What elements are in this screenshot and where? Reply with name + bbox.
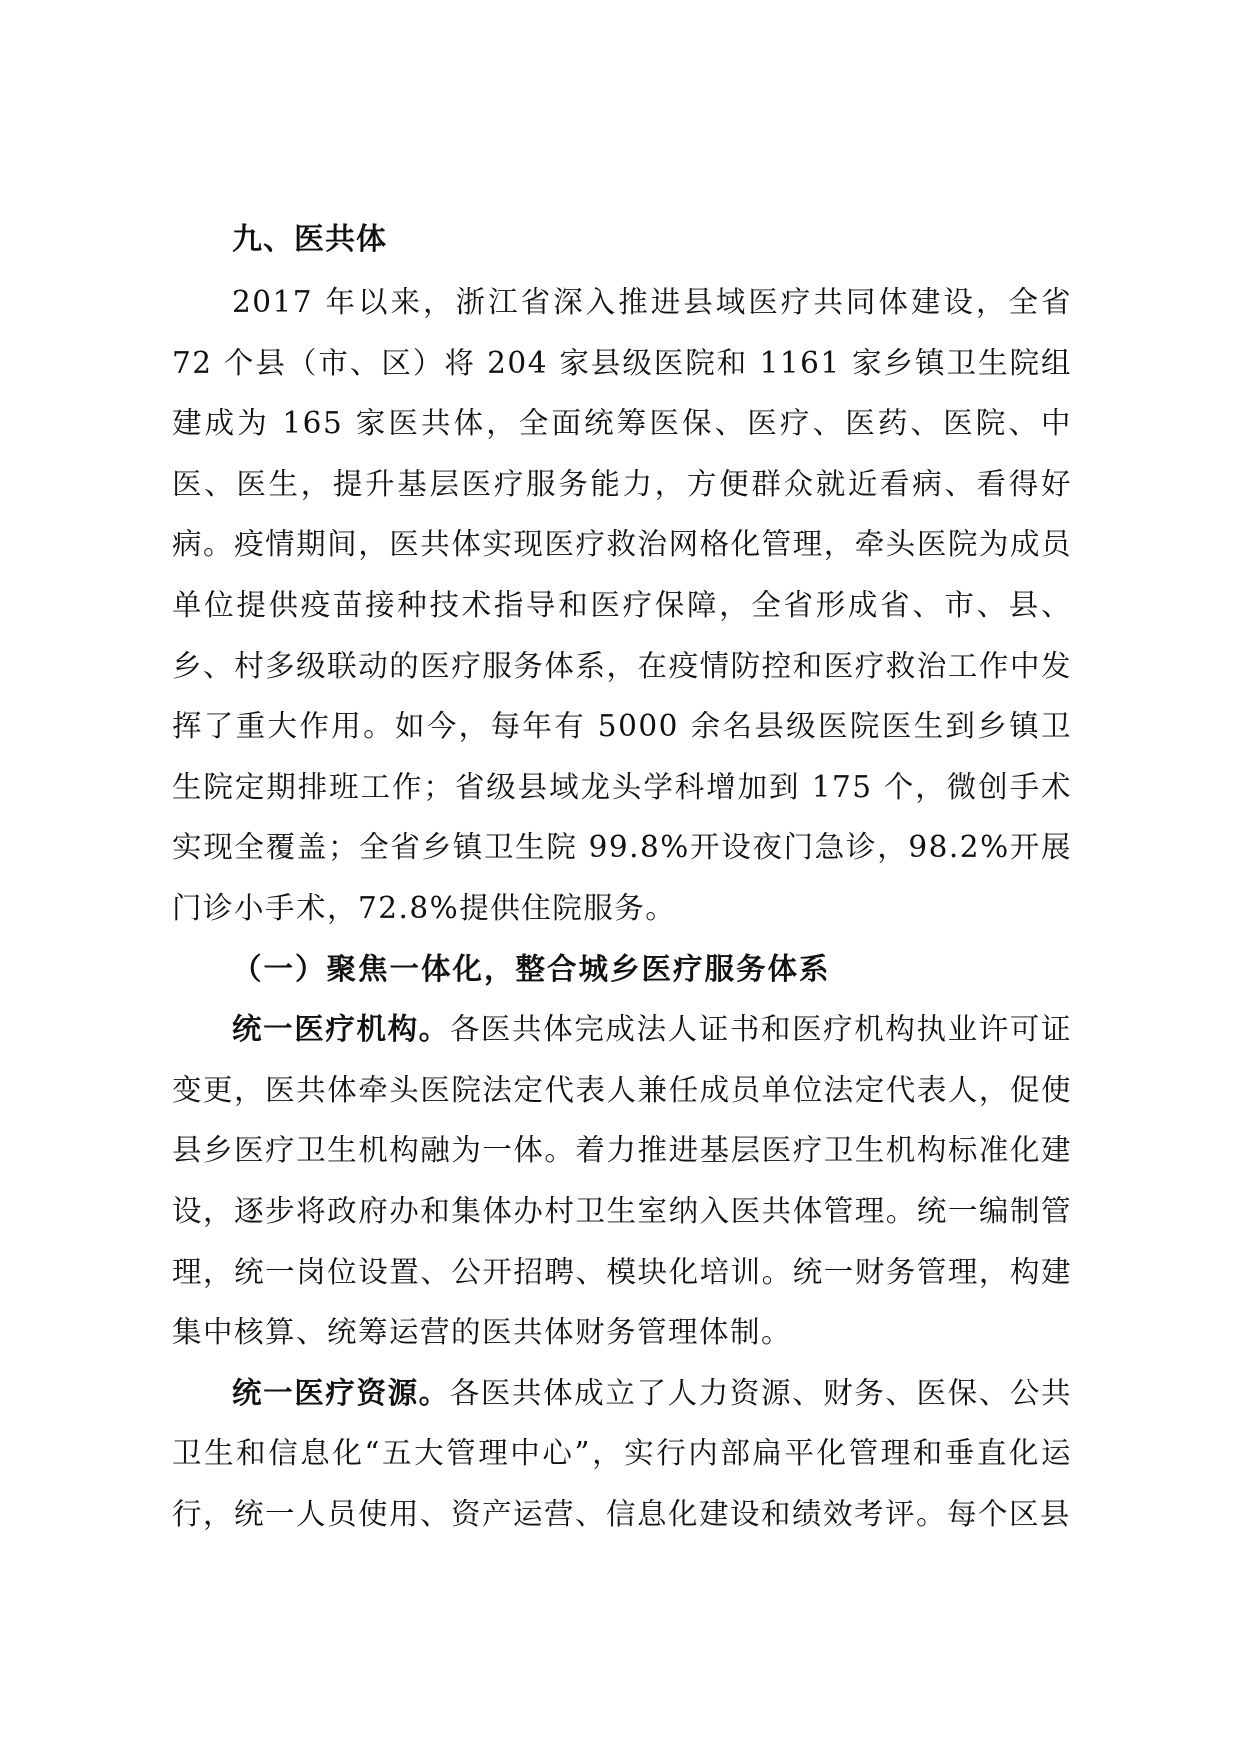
item-text-institutions: 各医共体完成法人证书和医疗机构执业许可证变更，医共体牵头医院法定代表人兼任成员单位法定代表人，促使县乡医疗卫生机构融为一体。着力推进基层医疗卫生机构标准化建设，逐步将政府办和集体办村卫生室纳入医共体管理。统一编制管理，统一岗位设置、公开招聘、模块化培训。统一财务管理，构建集中核算、统筹运营的医共体财务管理体制。 bbox=[172, 1012, 1072, 1350]
item-paragraph-institutions bbox=[172, 999, 1072, 1363]
item-text-resources: 各医共体成立了人力资源、财务、医保、公共卫生和信息化“五大管理中心”，实行内部扁平化管理和垂直化运行，统一人员使用、资产运营、信息化建设和绩效考评。每个区县 bbox=[172, 1375, 1072, 1531]
subsection-heading: （一）聚焦一体化，整合城乡医疗服务体系 bbox=[232, 950, 831, 986]
item-paragraph-resources bbox=[172, 1363, 1072, 1545]
item-lead-institutions: 统一医疗机构。 bbox=[232, 1011, 450, 1047]
document-page bbox=[172, 208, 1072, 1544]
section-heading: 九、医共体 bbox=[232, 222, 387, 257]
item-lead-resources: 统一医疗资源。 bbox=[232, 1374, 450, 1410]
intro-paragraph: 2017 年以来，浙江省深入推进县域医疗共同体建设，全省 72 个县（市、区）将 204 家县级医院和 1161 家乡镇卫生院组建成为 165 家医共体，全面统筹医保、医疗、医药、医院、中医、医生，提升基层医疗服务能力，方便群众就近看病、看得好病。疫情期间，医共体实现医疗救治网格化管理，牵头医院为成员单位提供疫苗接种技术指导和医疗保障，全省形成省、市、县、乡、村多级联动的医疗服务体系，在疫情防控和医疗救治工作中发挥了重大作用。如今，每年有 5000 余名县级医院医生到乡镇卫生院定期排班工作；省级县域龙头学科增加到 175 个，微创手术实现全覆盖；全省乡镇卫生院 99.8%开设夜门急诊，98.2%开展门诊小手术，72.8%提供住院服务。 bbox=[172, 285, 1072, 925]
